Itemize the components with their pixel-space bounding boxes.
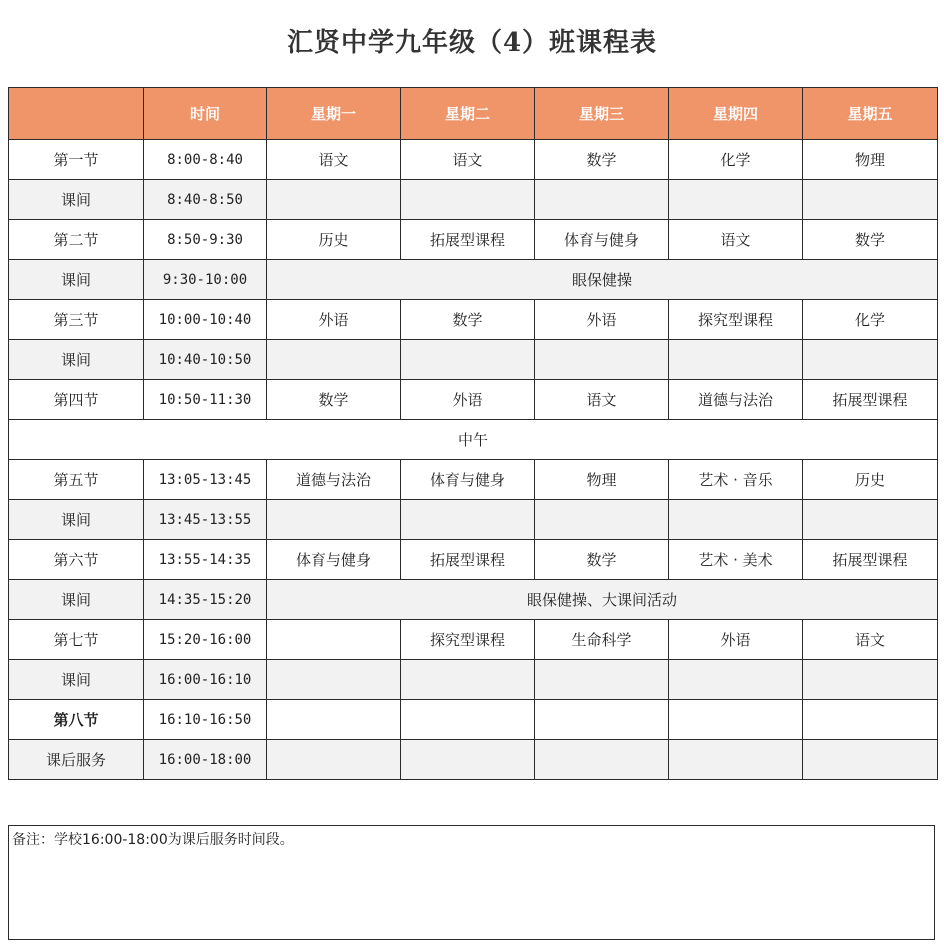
subject-cell [401,740,535,780]
subject-cell: 体育与健身 [401,460,535,500]
time-cell: 14:35-15:20 [144,580,267,620]
header-cell-time: 时间 [144,88,267,140]
time-cell: 8:50-9:30 [144,220,267,260]
merged-activity-cell: 眼保健操 [267,260,938,300]
period-label-cell: 课间 [9,180,144,220]
subject-cell [535,500,669,540]
period-label-cell: 课间 [9,260,144,300]
subject-cell [803,740,938,780]
notes-box: 备注：学校16:00-18:00为课后服务时间段。 [8,825,935,940]
subject-cell: 历史 [267,220,401,260]
time-cell: 16:00-18:00 [144,740,267,780]
header-row [9,88,938,140]
subject-cell: 探究型课程 [401,620,535,660]
subject-cell: 道德与法治 [267,460,401,500]
subject-cell: 语文 [401,140,535,180]
table-row [9,180,938,220]
subject-cell: 数学 [267,380,401,420]
time-cell: 16:10-16:50 [144,700,267,740]
period-label-cell: 第五节 [9,460,144,500]
subject-cell: 道德与法治 [669,380,803,420]
period-label-cell: 第二节 [9,220,144,260]
subject-cell: 物理 [535,460,669,500]
subject-cell [803,340,938,380]
time-cell: 8:00-8:40 [144,140,267,180]
subject-cell [535,340,669,380]
subject-cell [401,500,535,540]
subject-cell: 历史 [803,460,938,500]
time-cell: 10:40-10:50 [144,340,267,380]
subject-cell [267,500,401,540]
subject-cell: 艺术 · 音乐 [669,460,803,500]
subject-cell: 化学 [803,300,938,340]
subject-cell: 数学 [803,220,938,260]
subject-cell [267,620,401,660]
subject-cell [535,740,669,780]
table-row [9,300,938,340]
table-row [9,380,938,420]
subject-cell [267,700,401,740]
subject-cell [535,180,669,220]
subject-cell: 化学 [669,140,803,180]
subject-cell: 拓展型课程 [803,540,938,580]
subject-cell [803,700,938,740]
subject-cell [803,660,938,700]
period-label-cell: 课间 [9,660,144,700]
subject-cell: 艺术 · 美术 [669,540,803,580]
subject-cell [535,700,669,740]
subject-cell: 数学 [401,300,535,340]
merged-activity-cell: 眼保健操、大课间活动 [267,580,938,620]
time-cell: 10:50-11:30 [144,380,267,420]
period-label-cell: 第三节 [9,300,144,340]
period-label-cell: 第八节 [9,700,144,740]
subject-cell: 数学 [535,140,669,180]
subject-cell: 语文 [669,220,803,260]
subject-cell: 外语 [401,380,535,420]
subject-cell [401,340,535,380]
subject-cell: 语文 [803,620,938,660]
subject-cell: 物理 [803,140,938,180]
table-row [9,700,938,740]
subject-cell: 体育与健身 [535,220,669,260]
table-row [9,620,938,660]
table-row [9,740,938,780]
header-cell-friday: 星期五 [803,88,938,140]
period-label-cell: 课间 [9,500,144,540]
subject-cell [267,740,401,780]
time-cell: 15:20-16:00 [144,620,267,660]
table-row [9,660,938,700]
subject-cell: 外语 [669,620,803,660]
table-row [9,140,938,180]
subject-cell: 语文 [267,140,401,180]
period-label-cell: 课间 [9,580,144,620]
schedule-table [8,87,938,780]
table-row [9,460,938,500]
table-row [9,260,938,300]
table-row [9,580,938,620]
table-row [9,340,938,380]
subject-cell [669,500,803,540]
subject-cell [267,180,401,220]
header-cell-wednesday: 星期三 [535,88,669,140]
subject-cell: 体育与健身 [267,540,401,580]
period-label-cell: 第七节 [9,620,144,660]
subject-cell: 数学 [535,540,669,580]
time-cell: 9:30-10:00 [144,260,267,300]
table-row [9,500,938,540]
subject-cell [669,740,803,780]
period-label-cell: 课后服务 [9,740,144,780]
period-label-cell: 第六节 [9,540,144,580]
header-cell-corner [9,88,144,140]
subject-cell [669,180,803,220]
subject-cell [401,660,535,700]
period-label-cell: 第一节 [9,140,144,180]
table-row [9,540,938,580]
subject-cell: 生命科学 [535,620,669,660]
subject-cell: 探究型课程 [669,300,803,340]
subject-cell [535,660,669,700]
subject-cell: 拓展型课程 [401,540,535,580]
subject-cell: 外语 [267,300,401,340]
subject-cell [267,660,401,700]
subject-cell [803,180,938,220]
time-cell: 8:40-8:50 [144,180,267,220]
header-cell-thursday: 星期四 [669,88,803,140]
time-cell: 16:00-16:10 [144,660,267,700]
subject-cell: 语文 [535,380,669,420]
subject-cell [669,660,803,700]
period-label-cell: 课间 [9,340,144,380]
subject-cell [401,700,535,740]
subject-cell [267,340,401,380]
subject-cell [669,700,803,740]
subject-cell [669,340,803,380]
time-cell: 13:55-14:35 [144,540,267,580]
subject-cell: 拓展型课程 [401,220,535,260]
header-cell-tuesday: 星期二 [401,88,535,140]
full-width-cell: 中午 [9,420,938,460]
period-label-cell: 第四节 [9,380,144,420]
subject-cell [803,500,938,540]
table-row [9,220,938,260]
schedule-body [9,140,938,780]
subject-cell: 外语 [535,300,669,340]
subject-cell: 拓展型课程 [803,380,938,420]
subject-cell [401,180,535,220]
page-title: 汇贤中学九年级（4）班课程表 [286,28,658,58]
time-cell: 13:05-13:45 [144,460,267,500]
table-row [9,420,938,460]
time-cell: 13:45-13:55 [144,500,267,540]
time-cell: 10:00-10:40 [144,300,267,340]
header-cell-monday: 星期一 [267,88,401,140]
